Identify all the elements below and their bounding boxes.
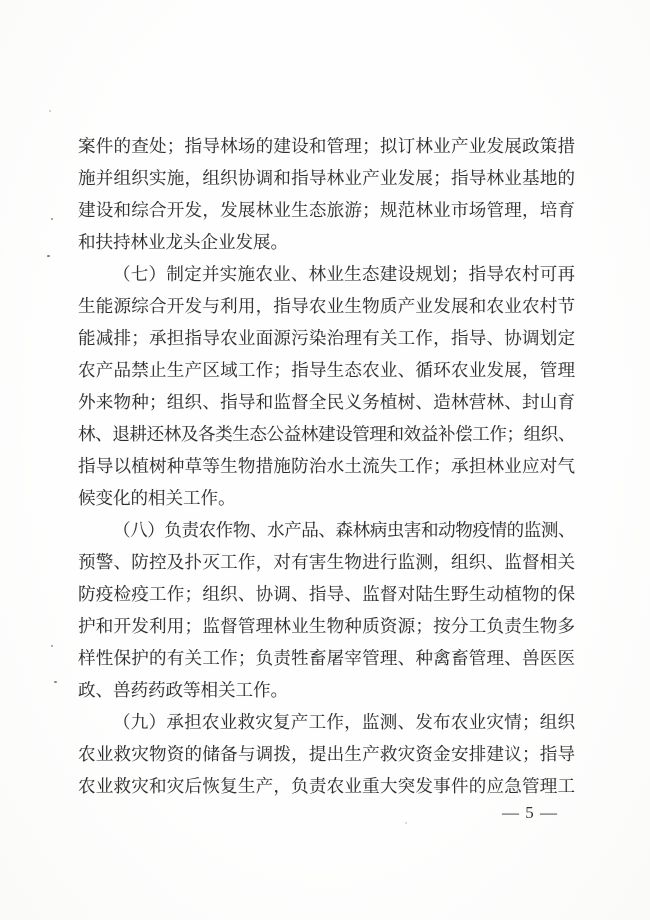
text-line: 建设和综合开发，发展林业生态旅游；规范林业市场管理，培育	[78, 200, 575, 220]
text-line: 农产品禁止生产区域工作；指导生态农业、循环农业发展，管理	[78, 360, 575, 380]
text-line-section-7-start: （七）制定并实施农业、林业生态建设规划；指导农村可再	[113, 264, 575, 284]
text-line: 候变化的相关工作。	[78, 488, 236, 508]
text-line: 防疫检疫工作；组织、协调、指导、监督对陆生野生动植物的保	[78, 584, 575, 604]
text-line-section-8-start: （八）负责农作物、水产品、森林病虫害和动物疫情的监测、	[113, 520, 575, 540]
scan-speck	[51, 645, 53, 647]
scan-speck	[49, 110, 51, 112]
scan-speck	[405, 822, 407, 824]
scan-speck	[51, 218, 53, 220]
text-line: 预警、防控及扑灭工作，对有害生物进行监测，组织、监督相关	[78, 552, 575, 572]
text-line: 案件的查处；指导林场的建设和管理；拟订林业产业发展政策措	[78, 136, 575, 156]
text-line: 政、兽药药政等相关工作。	[78, 680, 288, 700]
text-line: 农业救灾和灾后恢复生产，负责农业重大突发事件的应急管理工	[78, 776, 575, 796]
text-line: 和扶持林业龙头企业发展。	[78, 232, 288, 252]
text-block	[78, 130, 575, 802]
scan-speck	[54, 681, 57, 683]
text-line: 农业救灾物资的储备与调拨，提出生产救灾资金安排建议；指导	[78, 744, 575, 764]
page-number: — 5 —	[502, 803, 558, 822]
text-line: 林、退耕还林及各类生态公益林建设管理和效益补偿工作；组织、	[78, 424, 575, 444]
text-line: 施并组织实施，组织协调和指导林业产业发展；指导林业基地的	[78, 168, 575, 188]
text-line: 护和开发利用；监督管理林业生物种质资源；按分工负责生物多	[78, 616, 575, 636]
text-line: 指导以植树种草等生物措施防治水土流失工作；承担林业应对气	[78, 456, 575, 476]
text-line: 样性保护的有关工作；负责牲畜屠宰管理、种禽畜管理、兽医医	[78, 648, 575, 668]
text-line: 外来物种；组织、指导和监督全民义务植树、造林营林、封山育	[78, 392, 575, 412]
text-line: 生能源综合开发与利用，指导农业生物质产业发展和农业农村节	[78, 296, 575, 316]
text-line-section-9-start: （九）承担农业救灾复产工作，监测、发布农业灾情；组织	[113, 712, 575, 732]
scan-speck	[47, 255, 50, 257]
text-line: 能减排；承担指导农业面源污染治理有关工作，指导、协调划定	[78, 328, 575, 348]
